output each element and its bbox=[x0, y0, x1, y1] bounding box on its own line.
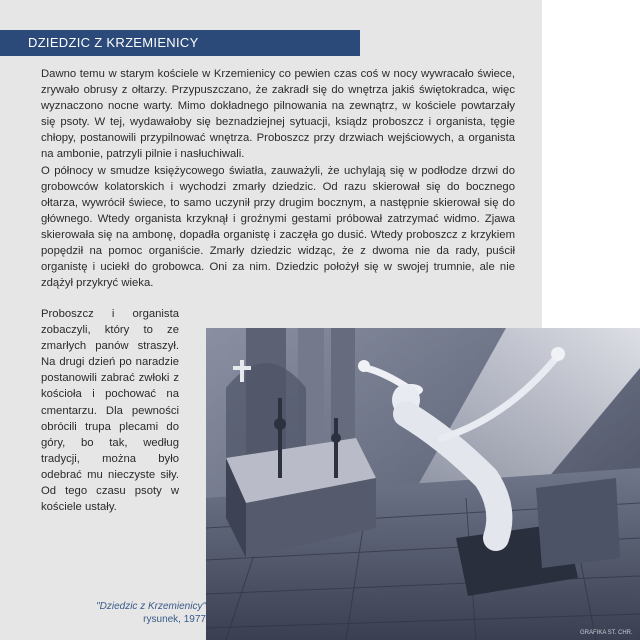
page-title: DZIEDZIC Z KRZEMIENICY bbox=[28, 35, 199, 50]
caption-title: "Dziedzic z Krzemienicy" bbox=[96, 601, 206, 612]
illustration-drawing bbox=[206, 328, 640, 640]
figure-caption bbox=[40, 600, 206, 626]
article-paragraph-3: Proboszcz i organista zobaczyli, który to ze zmarłych panów straszył. Na drugi dzień po naradzie postanowili zabrać zwłoki z kościoła i pochować na cmentarzu. Dla pewności obrócili trupa plecami do góry, bo tak, według tradycji, można było odebrać mu nieczyste siły. Od tego czasu psoty w kościele ustały. bbox=[41, 308, 179, 514]
illustration-signature: GRAFIKA ST. CHR. bbox=[580, 630, 633, 636]
section-header bbox=[0, 30, 360, 56]
caption-subtitle: rysunek, 1977 bbox=[143, 614, 206, 625]
article-paragraph-1: Dawno temu w starym kościele w Krzemienicy co pewien czas coś w nocy wywracało świece, zrywało obrusy z ołtarzy. Przypuszczano, że zakradł się do wnętrza jakiś świętokradca, więc wyznaczono nocne warty. Mimo dokładnego pilnowania na zewnątrz, w kościele powtarzały się psoty. W tej, wydawałoby się beznadziejnej sytuacji, ksiądz proboszcz i organista, tęgie chłopy, postanowili przypilnować wnętrza. Proboszcz przy drzwiach wejściowych, a organista na ambonie, patrzyli pilnie i nasłuchiwali. bbox=[41, 68, 515, 161]
article-body bbox=[41, 66, 515, 291]
illustration bbox=[206, 328, 640, 640]
article-paragraph-2: O północy w smudze księżycowego światła, zauważyli, że uchylają się w podłodze drzwi do grobowców kolatorskich i wychodzi zmarły dziedzic. Od razu skierował się do bocznego ołtarza, wywrócił świece, to samo uczynił przy drugim bocznym, a następnie skierował się do głównego. Wtedy organista krzyknął i groźnymi gestami próbował zatrzymać widmo. Zjawa skierowała się na ambonę, dopadła organistę i zaczęła go dusić. Wtedy proboszcz z krzykiem popędził na pomoc organiście. Zmarły dziedzic widząc, że z dwoma nie da rady, puścił organistę i uciekł do grobowca. Oni za nim. Dziedzic położył się w swojej trumnie, ale nie zdążył przykryć wieka. bbox=[41, 164, 515, 290]
